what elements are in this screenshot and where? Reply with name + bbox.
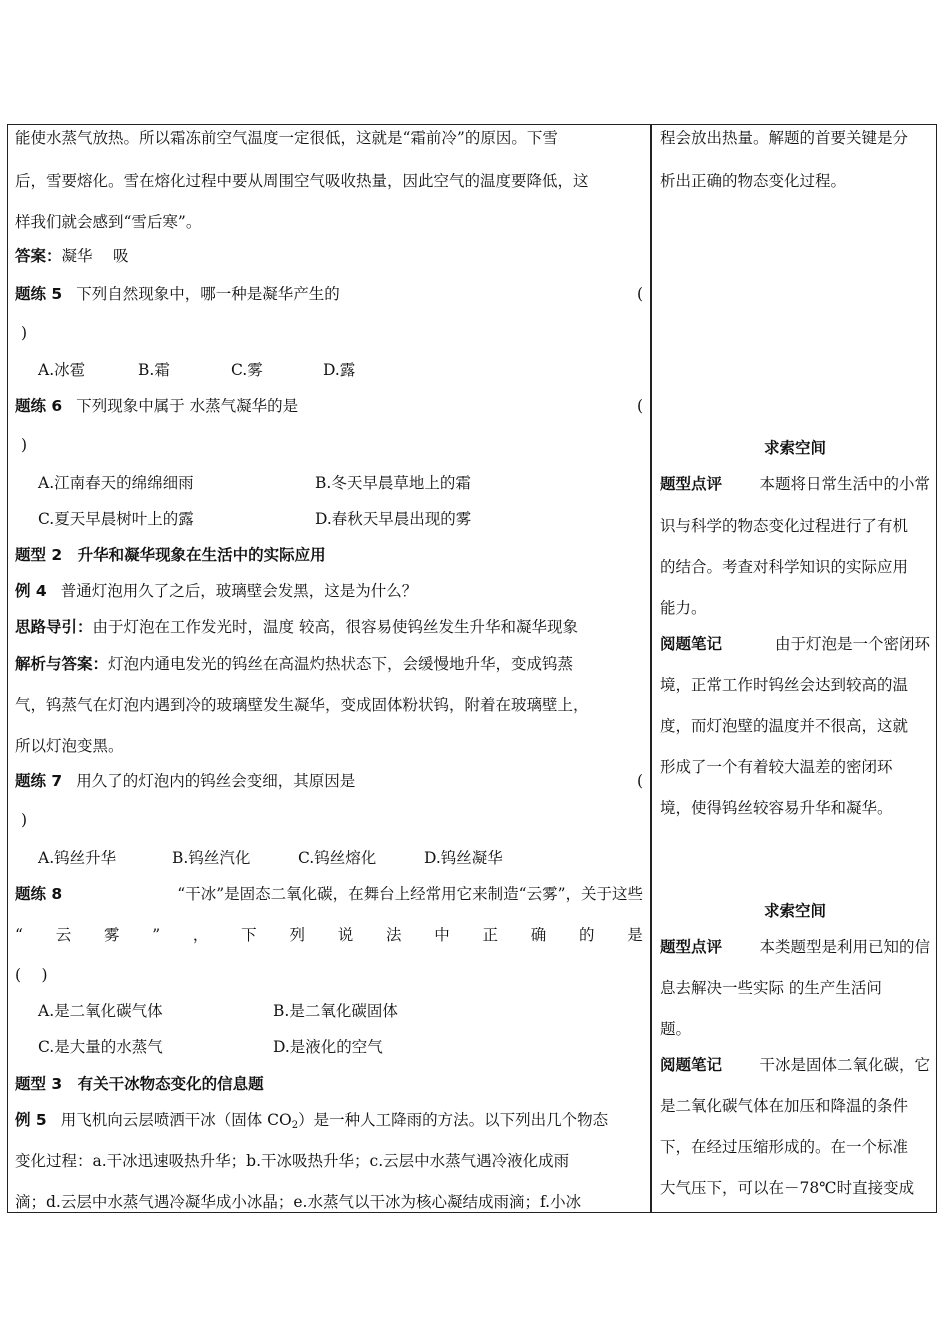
intro-line: 后，雪要熔化。雪在熔化过程中要从周围空气吸收热量，因此空气的温度要降低，这 (15, 172, 589, 190)
notes-line: 下，在经过压缩形成的。在一个标准 (660, 1138, 909, 1156)
option: B.霜 (138, 361, 170, 379)
review-label: 题型点评 (660, 475, 723, 493)
side-line: 程会放出热量。解题的首要关键是分 (660, 129, 909, 147)
example-label: 例 5 (15, 1111, 47, 1129)
analysis-line: 气，钨蒸气在灯泡内遇到冷的玻璃壁发生凝华，变成固体粉状钨，附着在玻璃壁上， (15, 696, 589, 714)
example-4 (15, 581, 417, 601)
char: 列 (289, 926, 305, 944)
q5-options (38, 360, 355, 380)
example-5 (15, 1110, 643, 1136)
notes-line (660, 634, 930, 654)
option: D.是液化的空气 (273, 1038, 383, 1056)
example-text: ）是一种人工降雨的方法。以下列出几个物态 (298, 1111, 609, 1129)
question-label: 题练 5 (15, 285, 63, 303)
notes-text: 干冰是固体二氧化碳，它 (759, 1056, 930, 1074)
subscript: 2 (291, 1120, 299, 1131)
notes-line: 是二氧化碳气体在加压和降温的条件 (660, 1097, 909, 1115)
analysis-label: 解析与答案： (15, 655, 109, 673)
section-title: 题型 2 升华和凝华现象在生活中的实际应用 (15, 546, 326, 564)
char: 确 (530, 926, 547, 944)
char: 是 (627, 926, 643, 944)
question-text: 下列自然现象中，哪一种是凝华产生的 (76, 285, 340, 303)
section-heading: 求索空间 (763, 902, 826, 920)
question-text: “干冰”是固态二氧化碳，在舞台上经常用它来制造“云雾”，关于这些 (177, 885, 643, 903)
example-line: 滴；d.云层中水蒸气遇冷凝华成小冰晶；e.水蒸气以干冰为核心凝结成雨滴；f.小冰 (15, 1193, 582, 1211)
column-divider (650, 124, 652, 1213)
question-5 (15, 284, 643, 304)
notes-text: 由于灯泡是一个密闭环 (774, 635, 930, 653)
option: B.钨丝汽化 (172, 849, 251, 867)
analysis-line (15, 654, 643, 674)
char: ， (192, 926, 209, 944)
example-line: 变化过程：a.干冰迅速吸热升华；b.干冰吸热升华；c.云层中水蒸气遇冷液化成雨 (15, 1152, 570, 1170)
char: 下 (241, 926, 257, 944)
side-line: 析出正确的物态变化过程。 (660, 172, 847, 190)
q8-options-row1 (38, 1001, 398, 1021)
main-column (15, 124, 643, 1213)
notes-line: 形成了一个有着较大温差的密闭环 (660, 758, 893, 776)
option: C.是大量的水蒸气 (38, 1038, 163, 1056)
question-7 (15, 771, 643, 791)
review-label: 题型点评 (660, 938, 723, 956)
paren-close: ) (21, 436, 28, 454)
review-line: 题。 (660, 1020, 692, 1038)
paren-open: ( (636, 285, 643, 303)
review-line (660, 937, 930, 957)
option: C.雾 (231, 361, 263, 379)
notes-line: 境，使得钨丝较容易升华和凝华。 (660, 799, 893, 817)
answer (15, 246, 128, 266)
review-text: 本类题型是利用已知的信 (759, 938, 930, 956)
q6-options-row2 (38, 509, 471, 529)
question-label: 题练 6 (15, 397, 63, 415)
q8-options-row2 (38, 1037, 383, 1057)
example-text: 用飞机向云层喷洒干冰（固体 CO (60, 1111, 292, 1129)
guide-label: 思路导引： (15, 618, 93, 636)
q7-options (38, 848, 503, 868)
char: ” (152, 926, 161, 944)
question-8-line2 (15, 925, 643, 945)
paren-close: ) (21, 324, 28, 342)
char: 云 (55, 926, 72, 944)
notes-line: 境，正常工作时钨丝会达到较高的温 (660, 676, 909, 694)
paren-close: ) (21, 811, 28, 829)
section-title: 题型 3 有关干冰物态变化的信息题 (15, 1075, 264, 1093)
char: 中 (434, 926, 450, 944)
question-text: 下列现象中属于 水蒸气凝华的是 (76, 397, 299, 415)
notes-label: 阅题笔记 (660, 1056, 723, 1074)
review-line: 能力。 (660, 599, 707, 617)
intro-line: 能使水蒸气放热。所以霜冻前空气温度一定很低，这就是“霜前冷”的原因。下雪 (15, 129, 558, 147)
notes-label: 阅题笔记 (660, 635, 723, 653)
q6-options-row1 (38, 473, 471, 493)
intro-line: 样我们就会感到“雪后寒”。 (15, 213, 202, 231)
option: A.江南春天的绵绵细雨 (38, 474, 194, 492)
option: A.钨丝升华 (38, 849, 117, 867)
question-8 (15, 884, 643, 904)
paren-open: ( (636, 772, 643, 790)
analysis-text: 灯泡内通电发光的钨丝在高温灼热状态下，会缓慢地升华，变成钨蒸 (108, 655, 574, 673)
answer-label: 答案： (15, 247, 62, 265)
review-line: 识与科学的物态变化过程进行了有机 (660, 517, 909, 535)
question-label: 题练 7 (15, 772, 63, 790)
question-label: 题练 8 (15, 885, 63, 903)
section-heading: 求索空间 (763, 439, 826, 457)
analysis-line: 所以灯泡变黑。 (15, 737, 124, 755)
side-column (660, 124, 930, 1213)
char: 正 (482, 926, 499, 944)
char: “ (15, 926, 23, 944)
paren-open: ( (636, 397, 643, 415)
answer-text: 凝华 吸 (61, 247, 129, 265)
option: B.是二氧化碳固体 (273, 1002, 398, 1020)
guide (15, 617, 578, 637)
review-line: 息去解决一些实际 的生产生活问 (660, 979, 882, 997)
notes-line: 大气压下，可以在－78℃时直接变成 (660, 1179, 915, 1197)
review-line (660, 474, 930, 494)
review-line: 的结合。考查对科学知识的实际应用 (660, 558, 909, 576)
option: A.是二氧化碳气体 (38, 1002, 163, 1020)
notes-line: 度，而灯泡壁的温度并不很高，这就 (660, 717, 909, 735)
review-text: 本题将日常生活中的小常 (759, 475, 930, 493)
option: A.冰雹 (38, 361, 86, 379)
char: 说 (337, 926, 354, 944)
option: C.夏天早晨树叶上的露 (38, 510, 194, 528)
char: 的 (579, 926, 595, 944)
option: D.露 (323, 361, 356, 379)
char: 雾 (103, 926, 120, 944)
question-6 (15, 396, 643, 416)
char: 法 (385, 926, 402, 944)
answer-blank: ( ) (15, 966, 48, 984)
notes-line (660, 1055, 930, 1075)
example-label: 例 4 (15, 582, 47, 600)
question-text: 用久了的灯泡内的钨丝会变细，其原因是 (76, 772, 356, 790)
option: B.冬天早晨草地上的霜 (315, 474, 471, 492)
guide-text: 由于灯泡在工作发光时，温度 较高，很容易使钨丝发生升华和凝华现象 (92, 618, 578, 636)
example-text: 普通灯泡用久了之后，玻璃壁会发黑，这是为什么？ (60, 582, 418, 600)
option: D.钨丝凝华 (424, 849, 503, 867)
option: D.春秋天早晨出现的雾 (315, 510, 472, 528)
option: C.钨丝熔化 (298, 849, 377, 867)
